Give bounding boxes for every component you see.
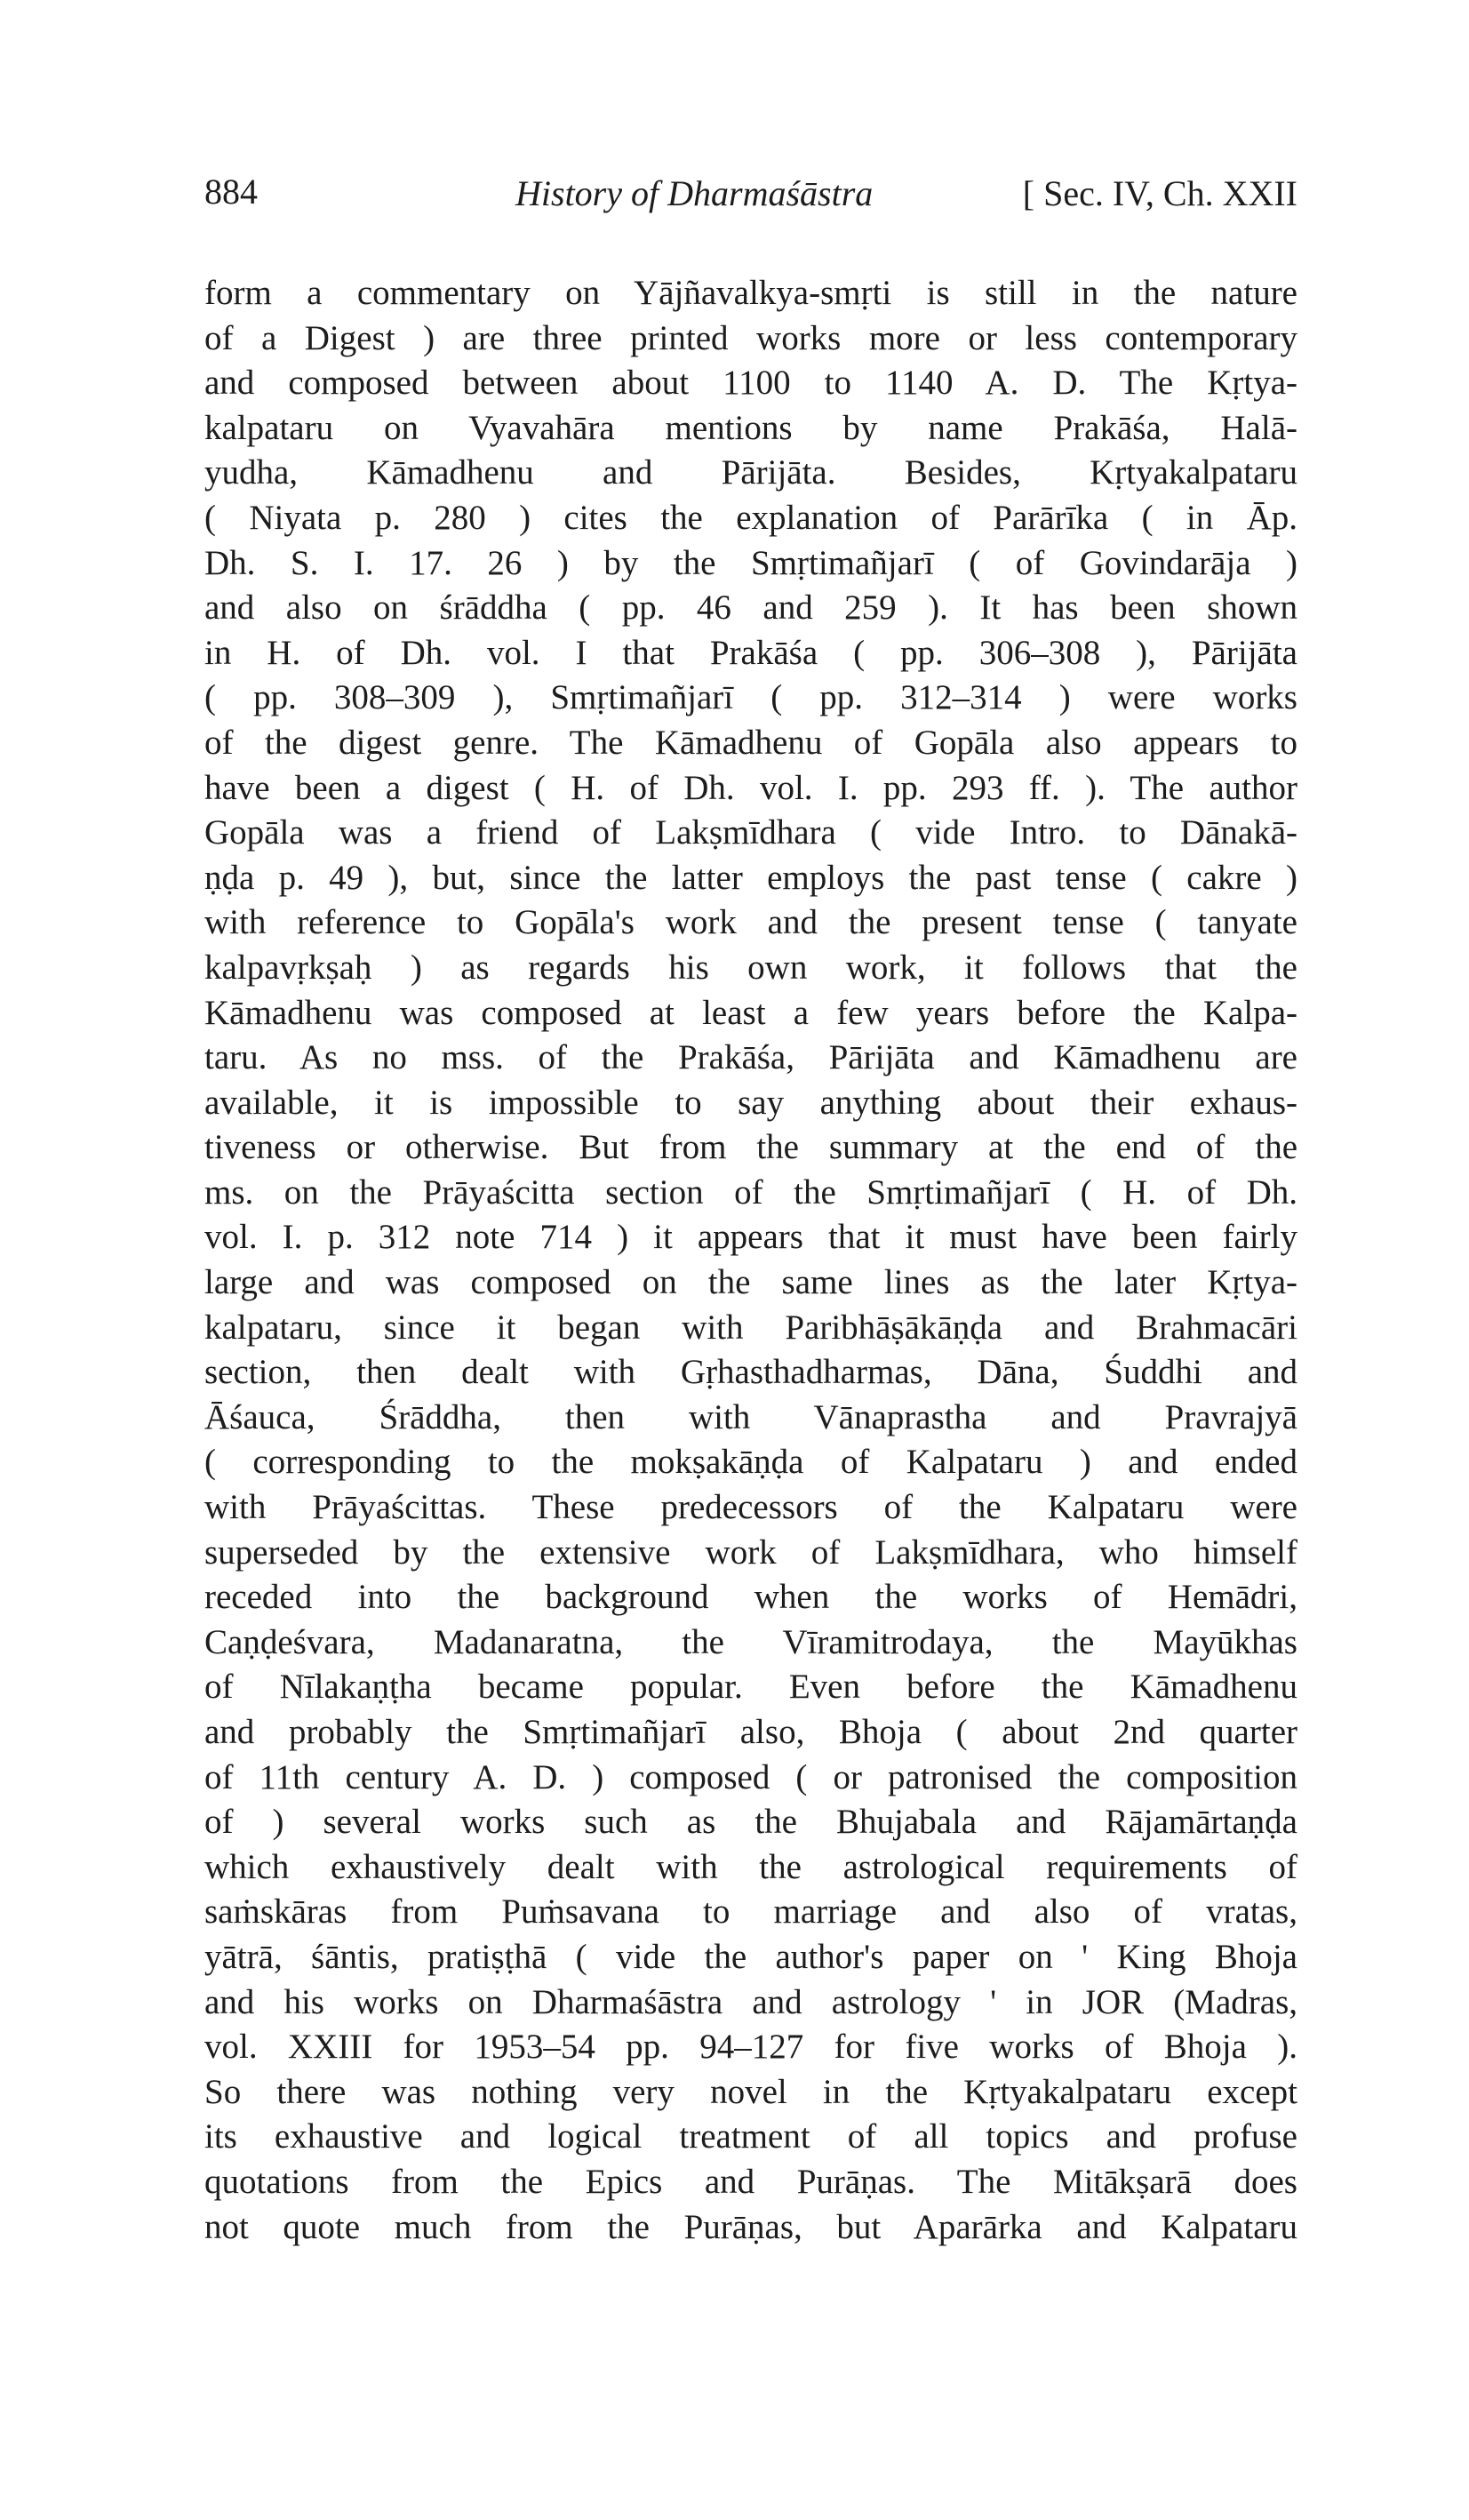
text-line: ( pp. 308–309 ), Smṛtimañjarī ( pp. 312–314 ) were works <box>204 678 1297 717</box>
text-line: Āśauca, Śrāddha, then with Vānaprastha and Pravrajyā <box>204 1397 1297 1436</box>
text-line: vol. I. p. 312 note 714 ) it appears that it must have been fairly <box>204 1218 1297 1257</box>
text-line: yātrā, śāntis, pratiṣṭhā ( vide the author's paper on ' King Bhoja <box>204 1937 1297 1976</box>
text-line: of the digest genre. The Kāmadhenu of Gopāla also appears to <box>204 723 1297 762</box>
text-line: form a commentary on Yājñavalkya-smṛti is still in the nature <box>204 274 1297 312</box>
text-line: section, then dealt with Gṛhasthadharmas, Dāna, Śuddhi and <box>204 1353 1297 1392</box>
text-line: with reference to Gopāla's work and the present tense ( tanyate <box>204 903 1297 942</box>
text-line: Caṇḍeśvara, Madanaratna, the Vīramitrodaya, the Mayūkhas <box>204 1622 1297 1661</box>
text-line: kalpataru, since it began with Paribhāṣākāṇḍa and Brahmacāri <box>204 1308 1297 1347</box>
text-line: and probably the Smṛtimañjarī also, Bhoja ( about 2nd quarter <box>204 1713 1297 1751</box>
text-line: and his works on Dharmaśāstra and astrology ' in JOR (Madras, <box>204 1982 1297 2021</box>
text-line: of a Digest ) are three printed works more or less contemporary <box>204 318 1297 357</box>
text-line: have been a digest ( H. of Dh. vol. I. pp. 293 ff. ). The author <box>204 768 1297 807</box>
text-line: which exhaustively dealt with the astrological requirements of <box>204 1847 1297 1886</box>
section-reference: [ Sec. IV, Ch. XXII <box>1022 173 1297 213</box>
running-title: History of Dharmaśāstra <box>515 173 874 213</box>
text-line: not quote much from the Purāṇas, but Aparārka and Kalpataru <box>204 2207 1297 2246</box>
text-line: its exhaustive and logical treatment of all topics and profuse <box>204 2117 1297 2156</box>
page-header <box>204 171 1297 224</box>
text-line: of ) several works such as the Bhujabala and Rājamārtaṇḍa <box>204 1803 1297 1842</box>
text-line: receded into the background when the works of Hemādri, <box>204 1578 1297 1617</box>
text-line: ṇḍa p. 49 ), but, since the latter employs the past tense ( cakre ) <box>204 858 1297 897</box>
text-line: of 11th century A. D. ) composed ( or patronised the composition <box>204 1757 1297 1796</box>
text-line: yudha, Kāmadhenu and Pārijāta. Besides, Kṛtyakalpataru <box>204 453 1297 492</box>
text-line: superseded by the extensive work of Lakṣmīdhara, who himself <box>204 1532 1297 1572</box>
text-line: large and was composed on the same lines as the later Kṛtya- <box>204 1263 1297 1302</box>
text-line: saṁskāras from Puṁsavana to marriage and also of vratas, <box>204 1892 1297 1932</box>
text-line: tiveness or otherwise. But from the summary at the end of the <box>204 1128 1297 1167</box>
text-line: Dh. S. I. 17. 26 ) by the Smṛtimañjarī ( of Govindarāja ) <box>204 543 1297 582</box>
text-line: quotations from the Epics and Purāṇas. The Mitākṣarā does <box>204 2162 1297 2201</box>
text-line: with Prāyaścittas. These predecessors of the Kalpataru were <box>204 1488 1297 1527</box>
text-line: and also on śrāddha ( pp. 46 and 259 ). It has been shown <box>204 588 1297 628</box>
text-line: and composed between about 1100 to 1140 A. D. The Kṛtya- <box>204 364 1297 403</box>
text-line: of Nīlakaṇṭha became popular. Even before the Kāmadhenu <box>204 1668 1297 1707</box>
text-line: ( corresponding to the mokṣakāṇḍa of Kalpataru ) and ended <box>204 1443 1297 1482</box>
text-line: ( Niyata p. 280 ) cites the explanation of Parārīka ( in Āp. <box>204 498 1297 537</box>
text-line: taru. As no mss. of the Prakāśa, Pārijāta and Kāmadhenu are <box>204 1038 1297 1077</box>
text-line: ms. on the Prāyaścitta section of the Smṛtimañjarī ( H. of Dh. <box>204 1172 1297 1212</box>
body-text <box>204 271 1297 2250</box>
text-line: in H. of Dh. vol. I that Prakāśa ( pp. 306–308 ), Pārijāta <box>204 633 1297 672</box>
text-line: Gopāla was a friend of Lakṣmīdhara ( vide Intro. to Dānakā- <box>204 813 1297 852</box>
text-line: kalpataru on Vyavahāra mentions by name Prakāśa, Halā- <box>204 408 1297 447</box>
page-number: 884 <box>204 172 258 212</box>
text-line: vol. XXIII for 1953–54 pp. 94–127 for five works of Bhoja ). <box>204 2028 1297 2067</box>
text-line: So there was nothing very novel in the Kṛtyakalpataru except <box>204 2072 1297 2111</box>
text-line: Kāmadhenu was composed at least a few years before the Kalpa- <box>204 993 1297 1032</box>
text-line: available, it is impossible to say anything about their exhaus- <box>204 1083 1297 1122</box>
text-line: kalpavṛkṣaḥ ) as regards his own work, it follows that the <box>204 948 1297 987</box>
